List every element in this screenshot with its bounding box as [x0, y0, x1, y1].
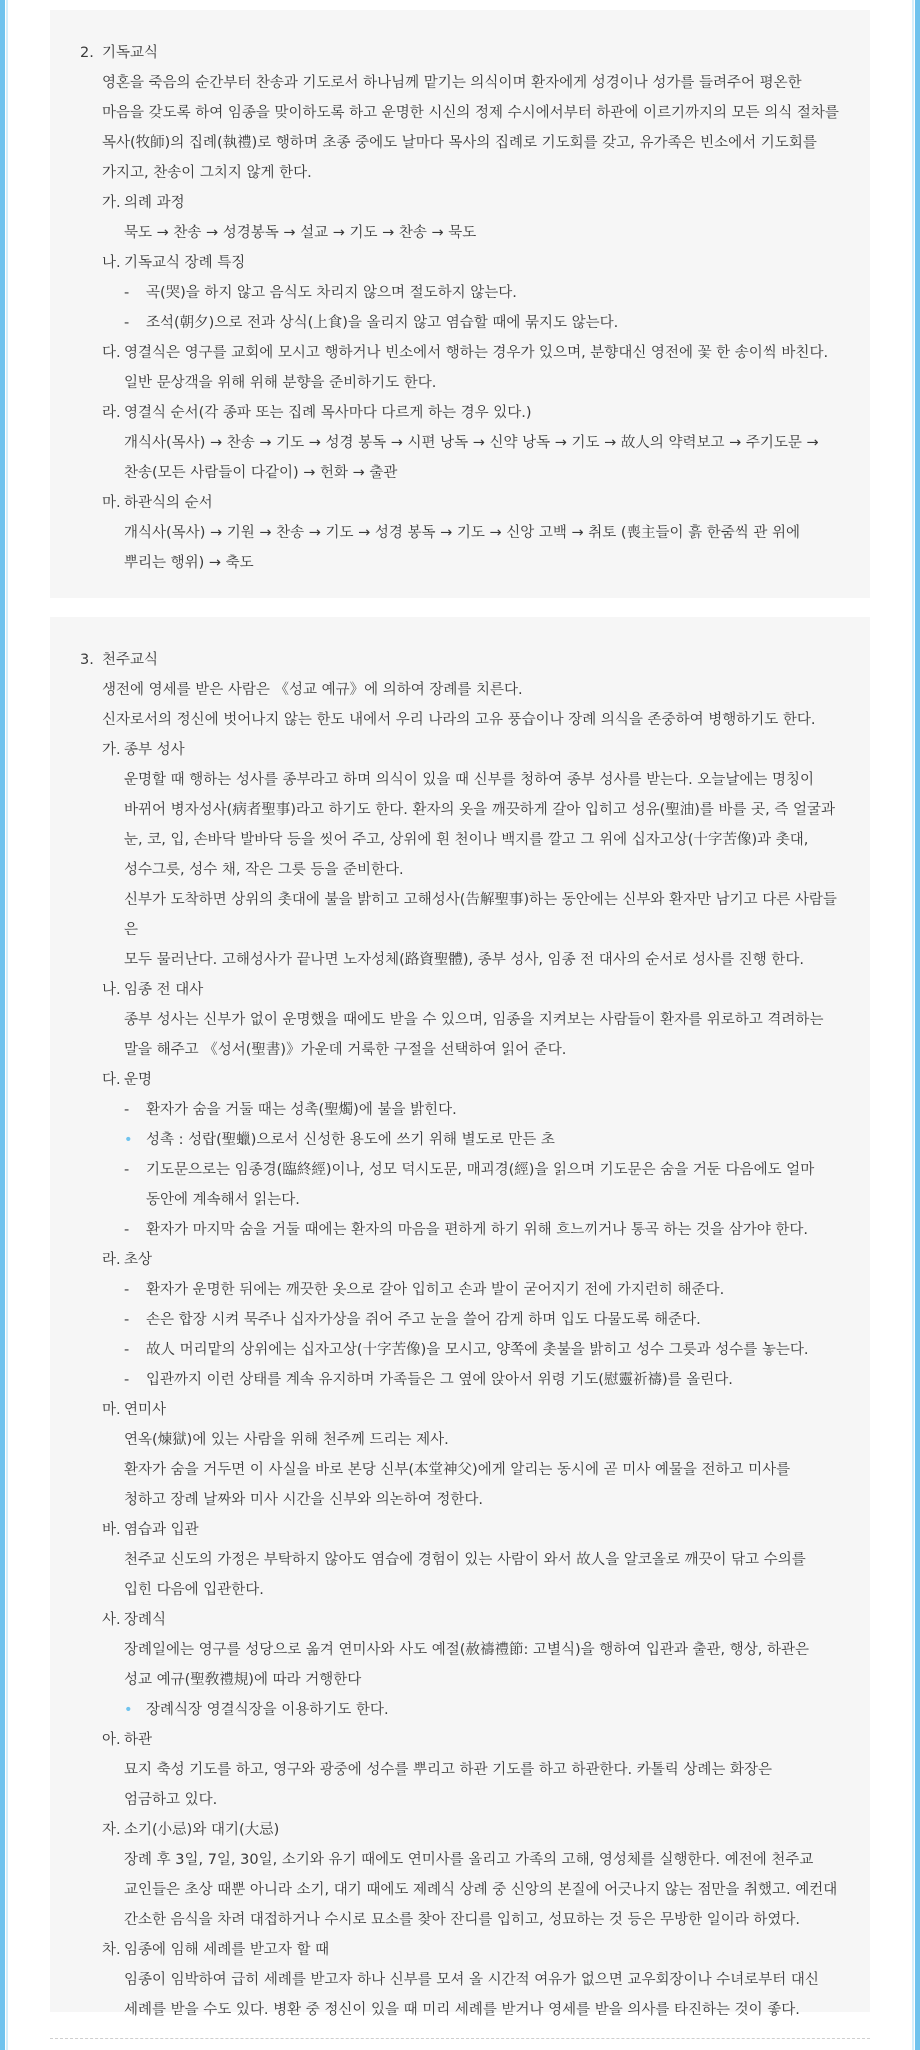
- subsection-heading: [102, 1935, 850, 1965]
- frame-right-border: [915, 0, 920, 2050]
- subsection-body: [124, 518, 850, 578]
- subsection-heading: [102, 1515, 850, 1545]
- subsection-title: 기독교식 장례 특징: [124, 255, 246, 271]
- frame-left-border: [0, 0, 5, 2050]
- subsection-body: [124, 1545, 850, 1605]
- text-line: 모두 물러난다. 고해성사가 끝나면 노자성체(路資聖體), 종부 성사, 임종 전 대사의 순서로 성사를 진행 한다.: [124, 952, 804, 968]
- subsection-heading: [102, 1815, 850, 1845]
- section-intro: [102, 675, 850, 735]
- list-item: [124, 1095, 850, 1125]
- subsection-body: [124, 368, 850, 398]
- text-line: 연옥(煉獄)에 있는 사람을 위해 천주께 드리는 제사.: [124, 1432, 449, 1448]
- text-line: 장례 후 3일, 7일, 30일, 소기와 유기 때에도 연미사를 올리고 가족의 고해, 영성체를 실행한다. 예전에 천주교: [124, 1852, 814, 1868]
- list-item-text: 손은 합장 시켜 묵주나 십자가상을 쥐어 주고 눈을 쓸어 감게 하며 입도 다물도록 해준다.: [146, 1312, 701, 1328]
- subsection-mark: 라.: [102, 405, 121, 421]
- list-item-text: 입관까지 이런 상태를 계속 유지하며 가족들은 그 옆에 앉아서 위령 기도(慰靈祈禱)를 올린다.: [146, 1372, 733, 1388]
- list-item-text: 환자가 마지막 숨을 거둘 때에는 환자의 마음을 편하게 하기 위해 흐느끼거나 통곡 하는 것을 삼가야 한다.: [146, 1222, 809, 1238]
- section-title: 천주교식: [102, 652, 159, 668]
- list-item: [124, 278, 850, 308]
- section-intro: [102, 68, 850, 188]
- subsection-body: [124, 1965, 850, 2025]
- text-line: 찬송(모든 사람들이 다같이) → 헌화 → 출관: [124, 465, 398, 481]
- subsection-title: 소기(小忌)와 대기(大忌): [124, 1822, 280, 1838]
- subsection-title: 하관식의 순서: [124, 495, 213, 511]
- subsection-body: [124, 1845, 850, 1935]
- text-line: 개식사(목사) → 찬송 → 기도 → 성경 봉독 → 시편 낭독 → 신약 낭독 → 기도 → 故人의 약력보고 → 주기도문 →: [124, 435, 819, 451]
- section-heading: [80, 38, 850, 68]
- subsection-title: 임종 전 대사: [124, 982, 204, 998]
- subsection-title: 운명: [124, 1072, 153, 1088]
- subsection-title: 하관: [124, 1732, 153, 1748]
- text-line: 입힌 다음에 입관한다.: [124, 1582, 264, 1598]
- subsection-heading: [102, 1395, 850, 1425]
- bullet-icon: •: [124, 1132, 133, 1148]
- list-item: [124, 1305, 850, 1335]
- list-item: [124, 1365, 850, 1395]
- text-line: 임종이 임박하여 급히 세례를 받고자 하나 신부를 모셔 올 시간적 여유가 없으면 교우회장이나 수녀로부터 대신: [124, 1972, 819, 1988]
- subsection-body: [124, 765, 850, 975]
- text-line: 눈, 코, 입, 손바닥 발바닥 등을 씻어 주고, 상위에 흰 천이나 백지를 깔고 그 위에 십자고상(十字苦像)과 촛대,: [124, 832, 809, 848]
- dash-marker: -: [124, 315, 130, 331]
- subsection-heading: [102, 248, 850, 278]
- list-item-text: 故人 머리맡의 상위에는 십자고상(十字苦像)을 모시고, 양쪽에 촛불을 밝히고 성수 그릇과 성수를 놓는다.: [146, 1342, 809, 1358]
- section-number: 2.: [80, 45, 94, 61]
- subsection-mark: 마.: [102, 495, 121, 511]
- subsection-mark: 라.: [102, 1252, 121, 1268]
- text-line: 말을 해주고 《성서(聖書)》가운데 거룩한 구절을 선택하여 읽어 준다.: [124, 1042, 567, 1058]
- subsection-mark: 나.: [102, 982, 121, 998]
- subsection-body: [124, 1755, 850, 1815]
- dash-marker: -: [124, 1342, 130, 1358]
- text-line: 목사(牧師)의 집례(執禮)로 행하며 초종 중에도 날마다 목사의 집례로 기도회를 갖고, 유가족은 빈소에서 기도회를: [102, 135, 817, 151]
- text-line: 신부가 도착하면 상위의 촛대에 불을 밝히고 고해성사(告解聖事)하는 동안에는 신부와 환자만 남기고 다른 사람들은: [124, 892, 837, 938]
- subsection-heading: [102, 338, 850, 368]
- subsection-body: [124, 1425, 850, 1515]
- text-line: 운명할 때 행하는 성사를 종부라고 하며 의식이 있을 때 신부를 청하여 종부 성사를 받는다. 오늘날에는 명칭이: [124, 772, 815, 788]
- section-catholic: [50, 617, 870, 2018]
- list-item-text: 환자가 숨을 거둘 때는 성촉(聖燭)에 불을 밝힌다.: [146, 1102, 457, 1118]
- dash-marker: -: [124, 1282, 130, 1298]
- note-text: 장례식장 영결식장을 이용하기도 한다.: [146, 1702, 389, 1718]
- dash-marker: -: [124, 1102, 130, 1118]
- subsection-title: 초상: [124, 1252, 153, 1268]
- dash-marker: -: [124, 1372, 130, 1388]
- subsection-body: [124, 428, 850, 488]
- subsection-heading: [102, 1065, 850, 1095]
- subsection-heading: [102, 1605, 850, 1635]
- subsection-mark: 자.: [102, 1822, 121, 1838]
- text-line: 종부 성사는 신부가 없이 운명했을 때에도 받을 수 있으며, 임종을 지켜보는 사람들이 환자를 위로하고 격려하는: [124, 1012, 824, 1028]
- list-item-text: 곡(哭)을 하지 않고 음식도 차리지 않으며 절도하지 않는다.: [146, 285, 517, 301]
- subsection-title: 영결식은 영구를 교회에 모시고 행하거나 빈소에서 행하는 경우가 있으며, 분향대신 영전에 꽃 한 송이씩 바친다.: [124, 345, 829, 361]
- text-line: 생전에 영세를 받은 사람은 《성교 예규》에 의하여 장례를 치른다.: [102, 682, 523, 698]
- subsection-mark: 사.: [102, 1612, 121, 1628]
- text-line: 개식사(목사) → 기원 → 찬송 → 기도 → 성경 봉독 → 기도 → 신앙 고백 → 취토 (喪主들이 흙 한줌씩 관 위에: [124, 525, 801, 541]
- text-line: 세례를 받을 수도 있다. 병환 중 정신이 있을 때 미리 세례를 받거나 영세를 받을 의사를 타진하는 것이 좋다.: [124, 2002, 800, 2018]
- section-number: 3.: [80, 652, 94, 668]
- subsection-mark: 차.: [102, 1942, 121, 1958]
- subsection-heading: [102, 398, 850, 428]
- list-item: [124, 1215, 850, 1245]
- subsection-mark: 다.: [102, 345, 121, 361]
- text-line: 가지고, 찬송이 그치지 않게 한다.: [102, 165, 312, 181]
- text-line: 묘지 축성 기도를 하고, 영구와 광중에 성수를 뿌리고 하관 기도를 하고 하관한다. 카톨릭 상례는 화장은: [124, 1762, 773, 1778]
- dash-marker: -: [124, 285, 130, 301]
- subsection-title: 영결식 순서(각 종파 또는 집례 목사마다 다르게 하는 경우 있다.): [124, 405, 532, 421]
- list-item: [124, 1275, 850, 1305]
- text-line: 일반 문상객을 위해 위해 분향을 준비하기도 한다.: [124, 375, 437, 391]
- text-line: 엄금하고 있다.: [124, 1792, 218, 1808]
- text-line: 천주교 신도의 가정은 부탁하지 않아도 염습에 경험이 있는 사람이 와서 故人을 알코올로 깨끗이 닦고 수의를: [124, 1552, 806, 1568]
- section-heading: [80, 645, 850, 675]
- subsection-title: 종부 성사: [124, 742, 185, 758]
- dash-marker: -: [124, 1312, 130, 1328]
- subsection-mark: 나.: [102, 255, 121, 271]
- dash-marker: -: [124, 1222, 130, 1238]
- subsection-title: 의례 과정: [124, 195, 185, 211]
- text-line: 기도문으로는 임종경(臨終經)이나, 성모 덕시도문, 매괴경(經)을 읽으며 기도문은 숨을 거둔 다음에도 얼마: [146, 1162, 815, 1178]
- text-line: 신자로서의 정신에 벗어나지 않는 한도 내에서 우리 나라의 고유 풍습이나 장례 의식을 존중하여 병행하기도 한다.: [102, 712, 816, 728]
- text-line: 묵도 → 찬송 → 성경봉독 → 설교 → 기도 → 찬송 → 묵도: [124, 225, 477, 241]
- subsection-title: 염습과 입관: [124, 1522, 199, 1538]
- subsection-heading: [102, 735, 850, 765]
- list-item-text: 환자가 운명한 뒤에는 깨끗한 옷으로 갈아 입히고 손과 발이 굳어지기 전에 가지런히 해준다.: [146, 1282, 725, 1298]
- text-line: 교인들은 초상 때뿐 아니라 소기, 대기 때에도 제례식 상례 중 신앙의 본질에 어긋나지 않는 점만을 취했고. 예컨대: [124, 1882, 838, 1898]
- note-item: [124, 1125, 850, 1155]
- text-line: 장례일에는 영구를 성당으로 옮겨 연미사와 사도 예절(赦禱禮節: 고별식)을 행하여 입관과 출관, 행상, 하관은: [124, 1642, 809, 1658]
- subsection-mark: 바.: [102, 1522, 121, 1538]
- text-line: 성교 예규(聖敎禮規)에 따라 거행한다: [124, 1672, 362, 1688]
- subsection-mark: 가.: [102, 742, 121, 758]
- subsection-title: 장례식: [124, 1612, 167, 1628]
- list-item-text: 조석(朝夕)으로 전과 상식(上食)을 올리지 않고 염습할 때에 묶지도 않는다.: [146, 315, 619, 331]
- text-line: 동안에 계속해서 읽는다.: [146, 1192, 300, 1208]
- subsection-title: 임종에 임해 세례를 받고자 할 때: [124, 1942, 330, 1958]
- subsection-heading: [102, 1725, 850, 1755]
- text-line: 성수그릇, 성수 채, 작은 그릇 등을 준비한다.: [124, 862, 404, 878]
- text-line: 바뀌어 병자성사(病者聖事)라고 하기도 한다. 환자의 옷을 깨끗하게 갈아 입히고 성유(聖油)를 바를 곳, 즉 얼굴과: [124, 802, 836, 818]
- subsection-heading: [102, 488, 850, 518]
- subsection-body: [124, 218, 850, 248]
- text-line: 간소한 음식을 차려 대접하거나 수시로 묘소를 찾아 잔디를 입히고, 성묘하는 것 등은 무방한 일이라 하였다.: [124, 1912, 801, 1928]
- subsection-mark: 마.: [102, 1402, 121, 1418]
- subsection-body: [124, 1635, 850, 1695]
- subsection-mark: 가.: [102, 195, 121, 211]
- note-item: [124, 1695, 850, 1725]
- text-line: 영혼을 죽음의 순간부터 찬송과 기도로서 하나님께 맡기는 의식이며 환자에게 성경이나 성가를 들려주어 평온한: [102, 75, 802, 91]
- list-item: [124, 308, 850, 338]
- note-text: 성촉 : 성랍(聖蠟)으로서 신성한 용도에 쓰기 위해 별도로 만든 초: [146, 1132, 555, 1148]
- dash-marker: -: [124, 1162, 130, 1178]
- text-line: 마음을 갖도록 하여 임종을 맞이하도록 하고 운명한 시신의 정제 수시에서부터 하관에 이르기까지의 모든 의식 절차를: [102, 105, 839, 121]
- list-item: [124, 1155, 850, 1215]
- list-item-text: [146, 1155, 814, 1215]
- subsection-body: [124, 1005, 850, 1065]
- text-line: 청하고 장례 날짜와 미사 시간을 신부와 의논하여 정한다.: [124, 1492, 484, 1508]
- subsection-mark: 아.: [102, 1732, 121, 1748]
- bullet-icon: •: [124, 1702, 133, 1718]
- subsection-heading: [102, 1245, 850, 1275]
- subsection-heading: [102, 975, 850, 1005]
- bottom-divider: [50, 2038, 870, 2039]
- section-protestant: [50, 10, 870, 598]
- list-item: [124, 1335, 850, 1365]
- subsection-heading: [102, 188, 850, 218]
- subsection-title: 연미사: [124, 1402, 167, 1418]
- section-title: 기독교식: [102, 45, 159, 61]
- text-line: 뿌리는 행위) → 축도: [124, 555, 254, 571]
- subsection-mark: 다.: [102, 1072, 121, 1088]
- text-line: 환자가 숨을 거두면 이 사실을 바로 본당 신부(本堂神父)에게 알리는 동시에 곧 미사 예물을 전하고 미사를: [124, 1462, 791, 1478]
